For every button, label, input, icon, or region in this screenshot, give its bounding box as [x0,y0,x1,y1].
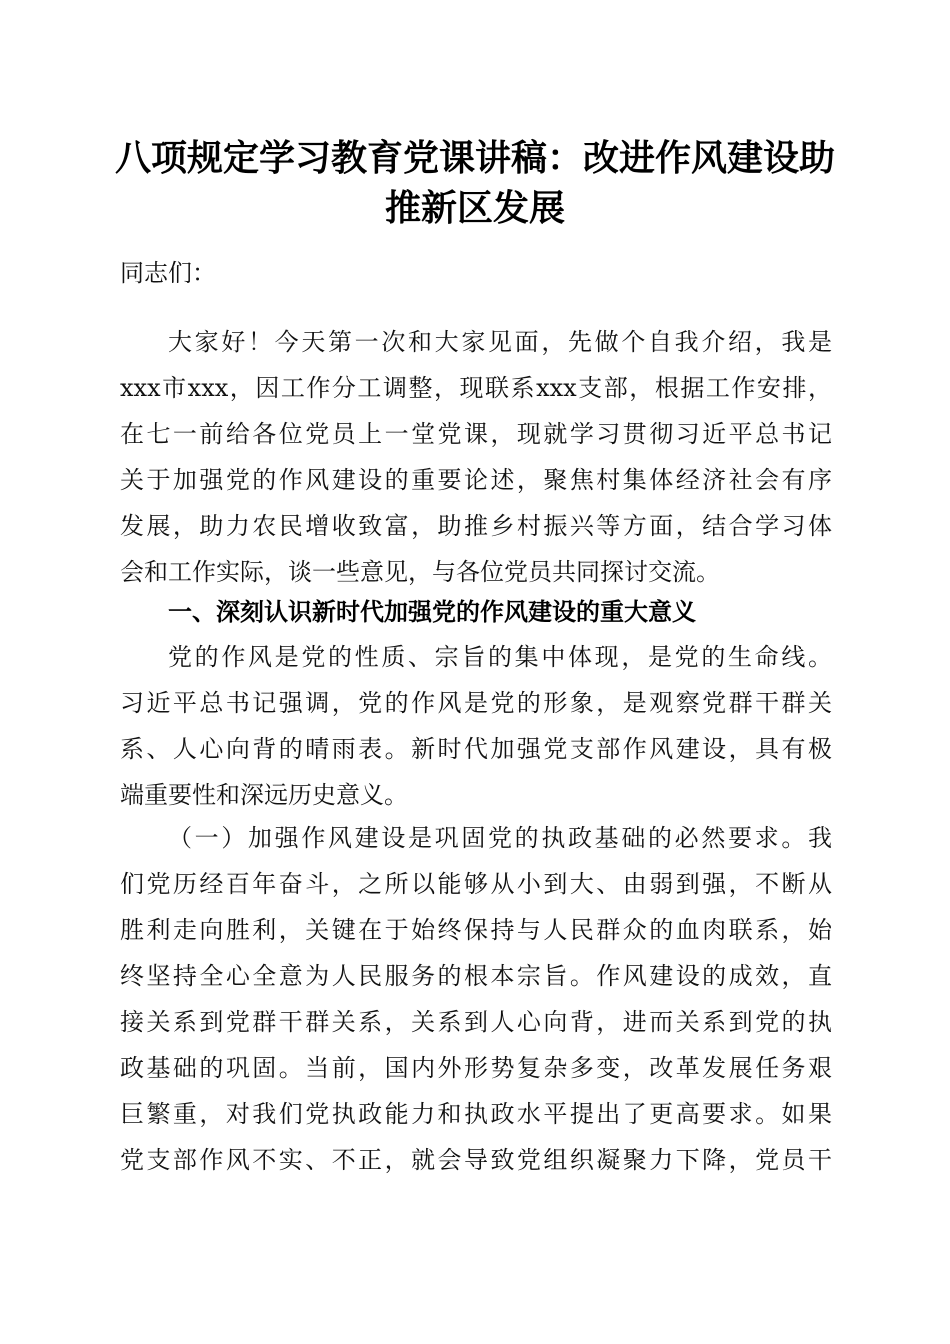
subsection-1-line-1: （一）加强作风建设是巩固党的执政基础的必然要求。我 [168,824,832,852]
subsection-1-line-6: 政基础的巩固。当前，国内外形势复杂多变，改革发展任务艰 [120,1054,832,1082]
subsection-1-line-3: 胜利走向胜利，关键在于始终保持与人民群众的血肉联系，始 [120,916,832,944]
subsection-1-line-2: 们党历经百年奋斗，之所以能够从小到大、由弱到强，不断从 [120,870,832,898]
section-1-line-2: 习近平总书记强调，党的作风是党的形象，是观察党群干群关 [120,689,832,717]
intro-line-4: 关于加强党的作风建设的重要论述，聚焦村集体经济社会有序 [120,466,832,494]
salutation: 同志们： [120,259,216,287]
subsection-1-line-7: 巨繁重，对我们党执政能力和执政水平提出了更高要求。如果 [120,1100,832,1128]
intro-line-6: 会和工作实际，谈一些意见，与各位党员共同探讨交流。 [120,558,720,586]
subsection-1-line-4: 终坚持全心全意为人民服务的根本宗旨。作风建设的成效，直 [120,962,832,990]
document-title-line-2: 推新区发展 [384,187,565,229]
intro-line-5: 发展，助力农民增收致富，助推乡村振兴等方面，结合学习体 [120,512,832,540]
intro-line-2: xxx市xxx，因工作分工调整，现联系xxx支部，根据工作安排， [120,374,832,402]
intro-line-1: 大家好！今天第一次和大家见面，先做个自我介绍，我是 [168,328,832,356]
subsection-1-line-8: 党支部作风不实、不正，就会导致党组织凝聚力下降，党员干 [120,1146,832,1174]
section-1-line-3: 系、人心向背的晴雨表。新时代加强党支部作风建设，具有极 [120,735,832,763]
document-title-line-1: 八项规定学习教育党课讲稿：改进作风建设助 [114,137,835,179]
section-1-line-4: 端重要性和深远历史意义。 [120,781,408,809]
section-1-line-1: 党的作风是党的性质、宗旨的集中体现，是党的生命线。 [168,643,832,671]
subsection-1-line-5: 接关系到党群干群关系，关系到人心向背，进而关系到党的执 [120,1008,832,1036]
intro-line-3: 在七一前给各位党员上一堂党课，现就学习贯彻习近平总书记 [120,420,832,448]
section-1-heading: 一、深刻认识新时代加强党的作风建设的重大意义 [168,598,696,626]
